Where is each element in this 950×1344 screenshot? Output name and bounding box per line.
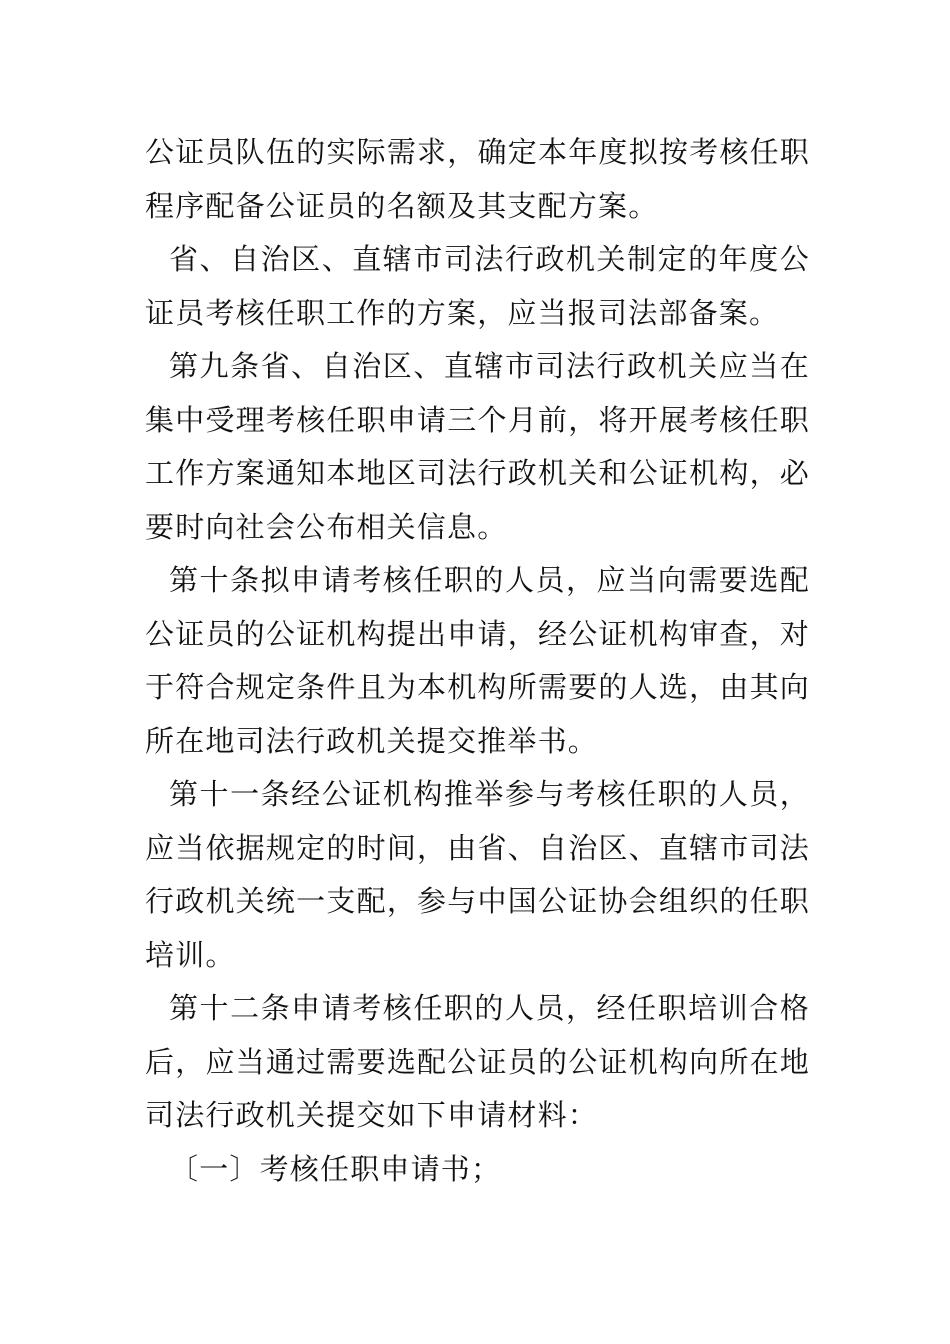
paragraph-article-12: 第十二条申请考核任职的人员，经任职培训合格后，应当通过需要选配公证员的公证机构向所在地司法行政机关提交如下申请材料：: [145, 991, 810, 1132]
paragraph-article-10: 第十条拟申请考核任职的人员，应当向需要选配公证员的公证机构提出申请，经公证机构审查，对于符合规定条件且为本机构所需要的人选，由其向所在地司法行政机关提交推举书。: [145, 563, 810, 758]
paragraph-article-11: 第十一条经公证机构推举参与考核任职的人员，应当依据规定的时间，由省、自治区、直辖市司法行政机关统一支配，参与中国公证协会组织的任职培训。: [145, 777, 810, 972]
list-item-application-letter: 〔一〕考核任职申请书；: [169, 1151, 502, 1186]
paragraph-filing-requirement: 省、自治区、直辖市司法行政机关制定的年度公证员考核任职工作的方案，应当报司法部备案。: [145, 242, 810, 330]
document-body: [145, 126, 810, 1196]
paragraph-continuation: 公证员队伍的实际需求，确定本年度拟按考核任职程序配备公证员的名额及其支配方案。: [145, 135, 810, 223]
paragraph-article-9: 第九条省、自治区、直辖市司法行政机关应当在集中受理考核任职申请三个月前，将开展考核任职工作方案通知本地区司法行政机关和公证机构，必要时向社会公布相关信息。: [145, 349, 810, 544]
